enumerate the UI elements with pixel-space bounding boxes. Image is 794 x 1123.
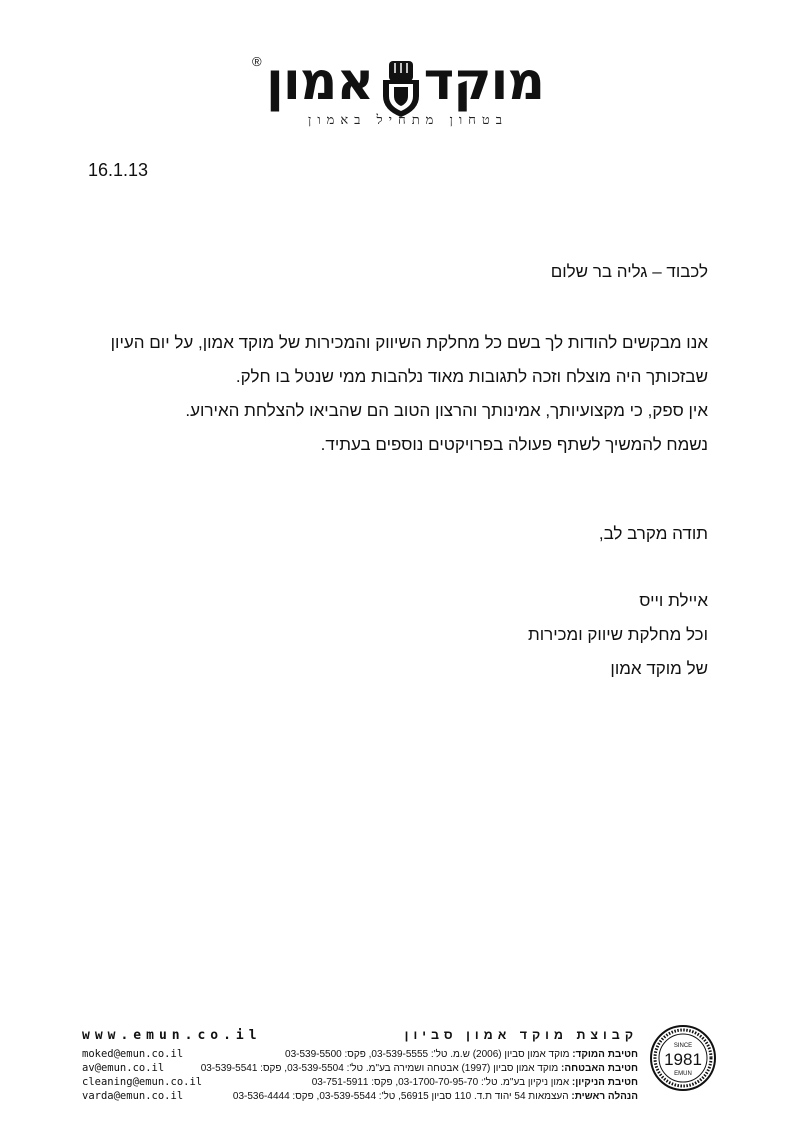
logo-word-emun: אמון [266, 52, 374, 112]
footer-row-cleaning [82, 1075, 638, 1090]
fist-shield-icon [380, 60, 422, 118]
seal-year: 1981 [664, 1050, 702, 1069]
paragraph-line: שבזכותך היה מוצלח וזכה לתגובות מאוד נלהבות ממי שנטל בו חלק. [235, 367, 708, 386]
footer-group-name: קבוצת מוקד אמון סביון [404, 1028, 638, 1042]
letter-signature [308, 584, 708, 686]
letter-salutation: לכבוד – גליה בר שלום [550, 262, 708, 281]
company-logo [250, 28, 550, 138]
footer-header-row [82, 1028, 638, 1046]
footer-row-info: העצמאות 54 יהוד ת.ד. 110 סביון 56915, טל': 03-539-5544, פקס: 03-536-4444 [232, 1091, 569, 1102]
logo-tagline: בטחון מתחיל באמון [308, 113, 508, 128]
logo-word-moked: מוקד [423, 52, 544, 112]
footer-row-info: מוקד אמון סביון (2006) ש.מ. טל': 03-539-5555, פקס: 03-539-5500 [285, 1049, 570, 1060]
footer-contact-block [82, 1028, 638, 1102]
seal-bottom-text: EMUN [674, 1071, 692, 1077]
paragraph-line: אין ספק, כי מקצועיותך, אמינותך והרצון הטוב הם שהביאו להצלחת האירוע. [185, 401, 708, 420]
footer-row-security [82, 1061, 638, 1076]
footer-row-info: מוקד אמון סביון (1997) אבטחה ושמירה בע"מ. טל': 03-539-5504, פקס: 03-539-5541 [200, 1063, 559, 1074]
footer-row-label: חטיבת הניקיון: [571, 1077, 638, 1088]
letter-paragraph [68, 326, 708, 462]
seal-top-text: SINCE [673, 1043, 693, 1049]
footer-row-label: הנהלה ראשית: [571, 1091, 638, 1102]
letter-closing: תודה מקרב לב, [598, 524, 708, 543]
since-1981-seal-icon [650, 1025, 716, 1091]
signature-department: וכל מחלקת שיווק ומכירות [527, 625, 708, 644]
footer-email-link[interactable]: varda@emun.co.il [82, 1090, 184, 1102]
paragraph-line: אנו מבקשים להודות לך בשם כל מחלקת השיווק והמכירות של מוקד אמון, על יום העיון [110, 333, 708, 352]
footer-row-management [82, 1089, 638, 1104]
signature-name: איילת וייס [639, 591, 708, 610]
footer-email-link[interactable]: moked@emun.co.il [82, 1048, 184, 1060]
footer-email-link[interactable]: cleaning@emun.co.il [82, 1076, 203, 1088]
footer-email-link[interactable]: av@emun.co.il [82, 1062, 165, 1074]
footer-row-label: חטיבת המוקד: [572, 1049, 638, 1060]
paragraph-line: נשמח להמשיך לשתף פעולה בפרויקטים נוספים בעתיד. [320, 435, 708, 454]
footer-row-info: אמון ניקיון בע"מ. טל': 03-1700-70-95-70, פקס: 03-751-5911 [311, 1077, 570, 1088]
letter-date: 16.1.13 [88, 160, 149, 180]
registered-mark: ® [252, 54, 262, 69]
signature-company: של מוקד אמון [610, 659, 708, 678]
footer-row-moked [82, 1047, 638, 1062]
footer-website-link[interactable]: www.emun.co.il [82, 1028, 262, 1043]
footer-row-label: חטיבת האבטחה: [560, 1063, 638, 1074]
